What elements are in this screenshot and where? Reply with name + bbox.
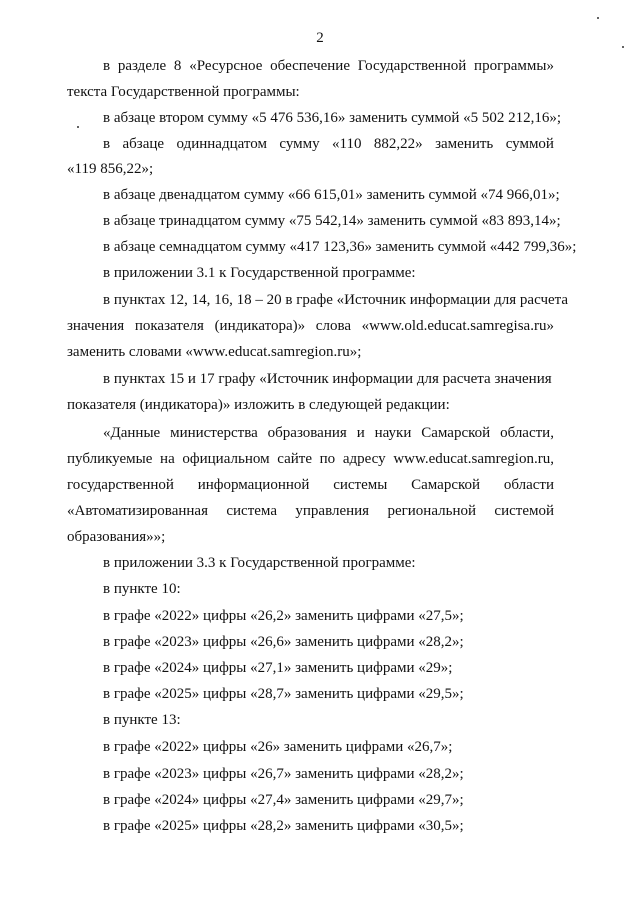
text-line: текста Государственной программы: bbox=[67, 84, 300, 100]
word: науки bbox=[374, 425, 412, 441]
text-line: в графе «2024» цифры «27,1» заменить цифрами «29»; bbox=[103, 660, 453, 676]
word: государственной bbox=[67, 477, 174, 493]
word: адресу bbox=[342, 451, 386, 467]
text-line: в приложении 3.1 к Государственной программе: bbox=[103, 265, 416, 281]
text-line: в пункте 13: bbox=[103, 712, 181, 728]
word: программы» bbox=[474, 58, 554, 74]
word: по bbox=[319, 451, 336, 467]
text-line: заменить словами «www.educat.samregion.ru»; bbox=[67, 344, 362, 360]
text-line: в абзаце семнадцатом сумму «417 123,36» заменить суммой «442 799,36»; bbox=[103, 239, 577, 255]
word: «Данные bbox=[103, 425, 161, 441]
word: официальном bbox=[182, 451, 270, 467]
word: области, bbox=[500, 425, 554, 441]
word: управления bbox=[295, 503, 370, 519]
text-line: в абзаце втором сумму «5 476 536,16» заменить суммой «5 502 212,16»; bbox=[103, 110, 562, 126]
word: сумму bbox=[279, 136, 320, 152]
word: система bbox=[226, 503, 277, 519]
text-line: в пунктах 15 и 17 графу «Источник информации для расчета значения bbox=[103, 371, 552, 387]
word: обеспечение bbox=[270, 58, 350, 74]
text-line: в графе «2025» цифры «28,7» заменить цифрами «29,5»; bbox=[103, 686, 464, 702]
word: сайте bbox=[277, 451, 312, 467]
text-line: в графе «2022» цифры «26,2» заменить цифрами «27,5»; bbox=[103, 608, 464, 624]
word: «Автоматизированная bbox=[67, 503, 208, 519]
word: «Ресурсное bbox=[189, 58, 263, 74]
scan-speck bbox=[597, 17, 599, 19]
word: показателя bbox=[134, 318, 204, 334]
text-line bbox=[103, 424, 554, 442]
text-line bbox=[67, 450, 554, 468]
word: региональной bbox=[387, 503, 477, 519]
word: абзаце bbox=[122, 136, 165, 152]
text-line bbox=[103, 57, 554, 75]
word: публикуемые bbox=[67, 451, 153, 467]
word: в bbox=[103, 136, 111, 152]
word: «www.old.educat.samregisa.ru» bbox=[361, 318, 554, 334]
word: суммой bbox=[505, 136, 554, 152]
text-line: образования»»; bbox=[67, 529, 166, 545]
word: «110 bbox=[332, 136, 362, 152]
word: на bbox=[160, 451, 175, 467]
word: министерства bbox=[170, 425, 258, 441]
text-line: в графе «2025» цифры «28,2» заменить цифрами «30,5»; bbox=[103, 818, 464, 834]
scan-speck bbox=[622, 46, 624, 48]
word: слова bbox=[315, 318, 351, 334]
page-number: 2 bbox=[316, 30, 324, 46]
text-line: в графе «2023» цифры «26,6» заменить цифрами «28,2»; bbox=[103, 634, 464, 650]
word: 8 bbox=[173, 58, 182, 74]
word: одиннадцатом bbox=[176, 136, 267, 152]
text-line: в абзаце двенадцатом сумму «66 615,01» заменить суммой «74 966,01»; bbox=[103, 187, 560, 203]
text-line bbox=[103, 135, 554, 153]
word: www.educat.samregion.ru, bbox=[393, 451, 554, 467]
word: (индикатора)» bbox=[214, 318, 306, 334]
text-line: в пунктах 12, 14, 16, 18 – 20 в графе «Источник информации для расчета bbox=[103, 292, 569, 308]
word: образования bbox=[267, 425, 347, 441]
word: 882,22» bbox=[373, 136, 423, 152]
word: информационной bbox=[197, 477, 310, 493]
word: Самарской bbox=[411, 477, 481, 493]
word: Самарской bbox=[421, 425, 491, 441]
word: в bbox=[103, 58, 111, 74]
text-line: в графе «2022» цифры «26» заменить цифрами «26,7»; bbox=[103, 739, 453, 755]
text-line: в графе «2023» цифры «26,7» заменить цифрами «28,2»; bbox=[103, 766, 464, 782]
word: и bbox=[356, 425, 365, 441]
word: разделе bbox=[117, 58, 167, 74]
word: системы bbox=[333, 477, 388, 493]
word: значения bbox=[67, 318, 125, 334]
text-line: в пункте 10: bbox=[103, 581, 181, 597]
text-line: в приложении 3.3 к Государственной программе: bbox=[103, 555, 416, 571]
word: системой bbox=[494, 503, 554, 519]
word: области bbox=[503, 477, 554, 493]
text-line: показателя (индикатора)» изложить в следующей редакции: bbox=[67, 397, 450, 413]
text-line: в графе «2024» цифры «27,4» заменить цифрами «29,7»; bbox=[103, 792, 464, 808]
text-line: «119 856,22»; bbox=[67, 161, 154, 177]
text-line bbox=[67, 502, 554, 520]
text-line bbox=[67, 476, 554, 494]
word: заменить bbox=[435, 136, 494, 152]
scan-speck bbox=[77, 126, 79, 128]
text-line bbox=[67, 317, 554, 335]
text-line: в абзаце тринадцатом сумму «75 542,14» заменить суммой «83 893,14»; bbox=[103, 213, 561, 229]
word: Государственной bbox=[357, 58, 467, 74]
